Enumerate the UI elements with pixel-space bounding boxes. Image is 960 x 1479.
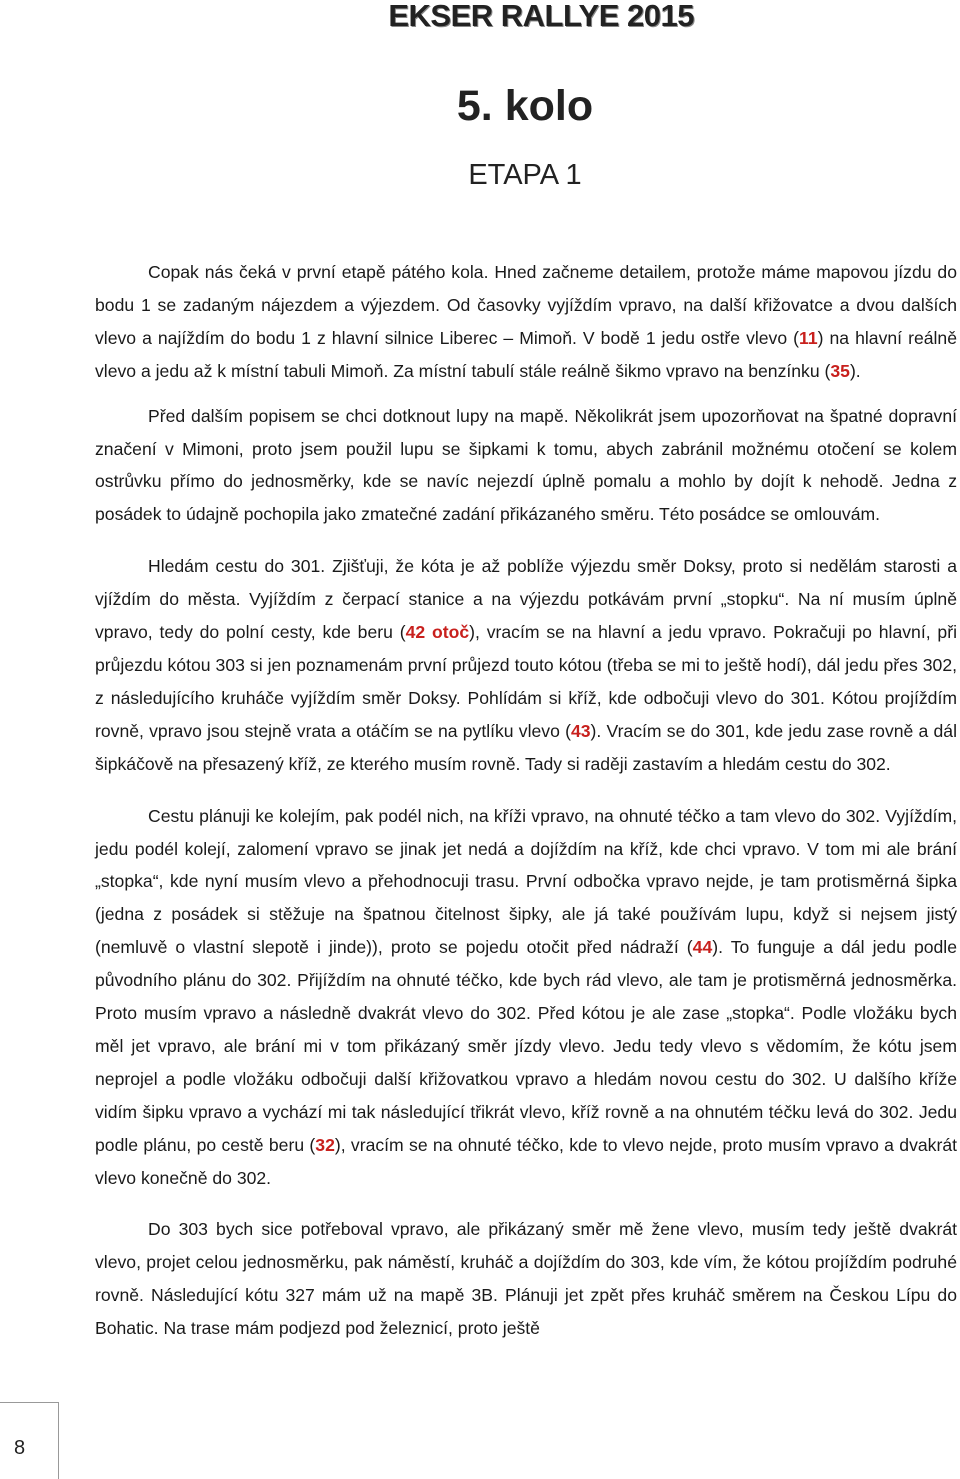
page-number: 8 [14,1437,26,1459]
paragraph-text: Hledám cestu do 301. Zjišťuji, že kóta je až poblíže výjezdu směr Doksy, proto si nedělám starosti a vjíždím do města. Vyjíždím z čerpací stanice a na výjezdu potkávám první „stopku“. Na ní musím úplně vpravo, tedy do polní cesty, kde beru ( [95,556,957,643]
paragraph-2 [95,400,957,532]
checkpoint-marker: 44 [692,937,713,958]
paragraph-text: ). To funguje a dál jedu podle původního plánu do 302. Přijíždím na ohnuté téčko, kde bych rád vlevo, ale tam je protisměrná jednosměrka. Proto musím vpravo a následně dvakrát vlevo do 302. Před kótou je ale zase „stopka“. Podle vložáku bych měl jet vpravo, ale brání mi v tom přikázaný směr jízdy vlevo. Jedu tedy vlevo s vědomím, že kótu jsem neprojel a podle vložáku odbočuji další křižovatkou vpravo a hledám novou cestu do 302. U dalšího kříže vidím šipku vpravo a vychází mi tak následující třikrát vlevo, kříž rovně a na ohnutém téčku levá do 302. Jedu podle plánu, po cestě beru ( [95,937,957,1155]
round-title: 5. kolo [456,82,594,130]
paragraph-3 [95,550,957,780]
checkpoint-marker: 43 [570,720,591,741]
document-header-title: EKSER RALLYE 2015 [388,0,694,33]
checkpoint-marker: 35 [830,360,850,381]
paragraph-text: ). [849,360,861,381]
paragraph-1 [95,256,957,388]
page-corner-frame [0,1402,59,1479]
paragraph-text: Do 303 bych sice potřeboval vpravo, ale přikázaný směr mě žene vlevo, musím tedy ještě dvakrát vlevo, projet celou jednosměrku, pak náměstí, kruháč a dojíždím do 303, kde vím, že kótou projíždím podruhé rovně. Následující kótu 327 mám už na mapě 3B. Plánuji jet zpět přes kruháč směrem na Českou Lípu do Bohatic. Na trase mám podjezd pod železnicí, proto ještě [95,1219,957,1339]
checkpoint-marker: 32 [315,1134,335,1155]
checkpoint-marker: 11 [799,327,818,348]
paragraph-text: ) na hlavní reálně vlevo a jedu až k místní tabuli Mimoň. Za místní tabulí stále reálně šikmo vpravo na benzínku ( [95,327,957,381]
paragraph-text: ). Vracím se do 301, kde jedu zase rovně a dál šipkáčově na přesazený kříž, ze kterého musím rovně. Tady si raději zastavím a hledám cestu do 302. [95,720,958,774]
paragraph-text: ), vracím se na hlavní a jedu vpravo. Pokračuji po hlavní, při průjezdu kótou 303 si jen poznamenám první průjezd touto kótou (třeba se mi to ještě hodí), dál jedu přes 302, z následujícího kruháče vyjíždím směr Doksy. Pohlídám si kříž, kde odbočuji vlevo do 301. Kótou projíždím rovně, vpravo jsou stejně vrata a otáčím se na pytlíku vlevo ( [95,622,957,741]
stage-title: ETAPA 1 [468,159,582,191]
paragraph-text: Copak nás čeká v první etapě pátého kola. Hned začneme detailem, protože máme mapovou jízdu do bodu 1 se zadaným nájezdem a výjezdem. Od časovky vyjíždím vpravo, na další křižovatce a dvou dalších vlevo a najíždím do bodu 1 z hlavní silnice Liberec – Mimoň. V bodě 1 jedu ostře vlevo ( [95,262,957,348]
checkpoint-marker: 42 otoč [405,622,470,643]
paragraph-text: ), vracím se na ohnuté téčko, kde to vlevo nejde, proto musím vpravo a dvakrát vlevo konečně do 302. [95,1134,957,1188]
paragraph-4 [95,800,957,1195]
paragraph-5 [95,1213,957,1345]
article-body [95,256,957,1364]
paragraph-text: Cestu plánuji ke kolejím, pak podél nich, na kříži vpravo, na ohnuté téčko a tam vlevo do 302. Vyjíždím, jedu podél kolejí, zalomení vpravo se jinak jet nedá a dojíždím na kříž, kde chci vpravo. V tom mi ale brání „stopka“, kde nyní musím vlevo a přehodnocuji trasu. První odbočka vpravo nejde, je tam protisměrná šipka (jedna z posádek si stěžuje na špatnou čitelnost šipky, ale já také používám lupu, když si nejsem jistý (nemluvě o vlastní slepotě i jinde)), proto se pojedu otočit před nádraží ( [95,805,957,958]
paragraph-text: Před dalším popisem se chci dotknout lupy na mapě. Několikrát jsem upozorňovat na špatné dopravní značení v Mimoni, proto jsem použil lupu se šipkami k tomu, abych zabránil možnému otočení se kolem ostrůvku přímo do jednosměrky, kde se navíc nejezdí úplně pomalu a mohlo by dojít k nehodě. Jedna z posádek to údajně pochopila jako zmatečné zadání přikázaného směru. Této posádce se omlouvám. [95,405,957,525]
